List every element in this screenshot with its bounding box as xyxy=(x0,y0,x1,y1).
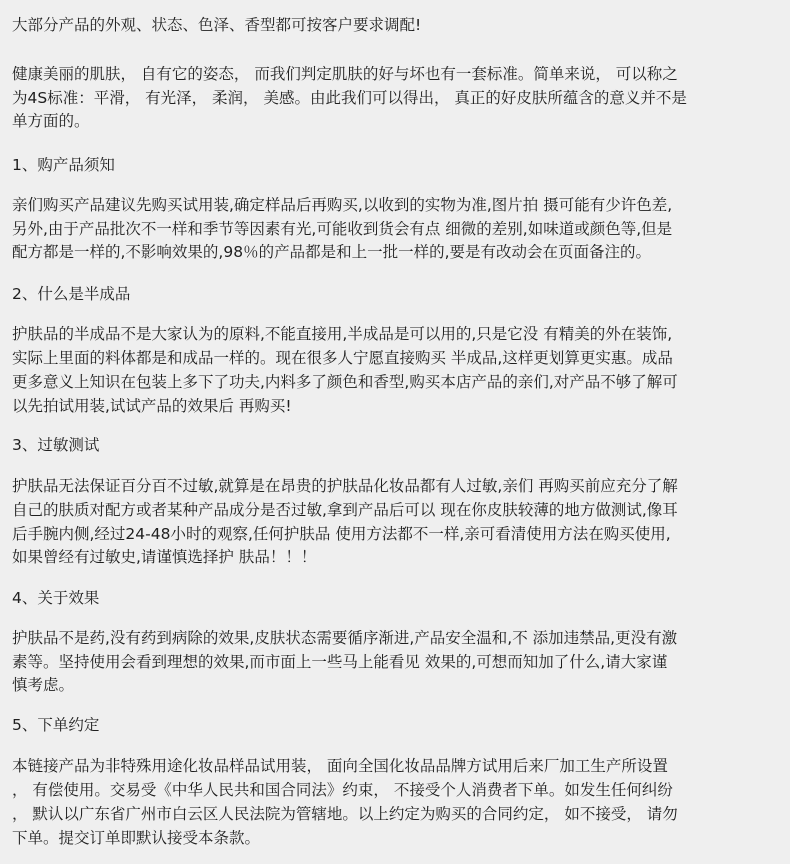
section-heading-semi-finished: 2、什么是半成品 xyxy=(12,285,131,303)
order-terms-line: ， 有偿使用。交易受《中华人民共和国合同法》约束， 不接受个人消费者下单。如发生任何纠纷 xyxy=(12,781,673,799)
skin-paragraph-line: 为4S标准：平滑， 有光泽， 柔润， 美感。由此我们可以得出， 真正的好皮肤所蕴含的意义并不是 xyxy=(12,89,687,107)
section-heading-allergy-test: 3、过敏测试 xyxy=(12,436,100,454)
order-terms-line: 本链接产品为非特殊用途化妆品样品试用装， 面向全国化妆品品牌方试用后来厂加工生产所设置 xyxy=(12,757,668,775)
semi-finished-line: 更多意义上知识在包装上多下了功夫,内料多了颜色和香型,购买本店产品的亲们,对产品不够了解可 xyxy=(12,373,678,391)
semi-finished-line: 实际上里面的料体都是和成品一样的。现在很多人宁愿直接购买 半成品,这样更划算更实惠。成品 xyxy=(12,349,673,367)
purchase-notice-line: 配方都是一样的,不影响效果的,98％的产品都是和上一批一样的,要是有改动会在页面备注的。 xyxy=(12,243,652,261)
skin-paragraph-line: 健康美丽的肌肤， 自有它的姿态， 而我们判定肌肤的好与坏也有一套标准。简单来说， 可以称之 xyxy=(12,65,678,83)
section-heading-effects: 4、关于效果 xyxy=(12,589,100,607)
order-terms-line: 下单。提交订单即默认接受本条款。 xyxy=(12,829,261,847)
order-terms-line: ， 默认以广东省广州市白云区人民法院为管辖地。以上约定为购买的合同约定， 如不接受， 请勿 xyxy=(12,805,678,823)
allergy-test-line: 如果曾经有过敏史,请谨慎选择护 肤品！！！ xyxy=(12,548,317,566)
intro-title-line: 大部分产品的外观、状态、色泽、香型都可按客户要求调配! xyxy=(12,16,422,34)
effects-line: 素等。坚持使用会看到理想的效果,而市面上一些马上能看见 效果的,可想而知加了什么,请大家谨 xyxy=(12,653,668,671)
purchase-notice-line: 亲们购买产品建议先购买试用装,确定样品后再购买,以收到的实物为准,图片拍 摄可能有少许色差, xyxy=(12,196,673,214)
effects-line: 慎考虑。 xyxy=(12,676,75,694)
effects-line: 护肤品不是药,没有药到病除的效果,皮肤状态需要循序渐进,产品安全温和,不 添加违禁品,更没有激 xyxy=(12,629,678,647)
section-heading-order-terms: 5、下单约定 xyxy=(12,716,100,734)
semi-finished-line: 护肤品的半成品不是大家认为的原料,不能直接用,半成品是可以用的,只是它没 有精美的外在装饰, xyxy=(12,325,673,343)
allergy-test-line: 后手腕内侧,经过24-48小时的观察,任何护肤品 使用方法都不一样,亲可看清使用方法在购买使用, xyxy=(12,525,671,543)
purchase-notice-line: 另外,由于产品批次不一样和季节等因素有光,可能收到货会有点 细微的差别,如味道或颜色等,但是 xyxy=(12,220,673,238)
skin-paragraph-line: 单方面的。 xyxy=(12,112,90,130)
section-heading-purchase-notice: 1、购产品须知 xyxy=(12,156,115,174)
allergy-test-line: 自己的肤质对配方或者某种产品成分是否过敏,拿到产品后可以 现在你皮肤较薄的地方做测试,像耳 xyxy=(12,501,678,519)
allergy-test-line: 护肤品无法保证百分百不过敏,就算是在昂贵的护肤品化妆品都有人过敏,亲们 再购买前应充分了解 xyxy=(12,477,678,495)
semi-finished-line: 以先拍试用装,试试产品的效果后 再购买! xyxy=(12,397,292,415)
